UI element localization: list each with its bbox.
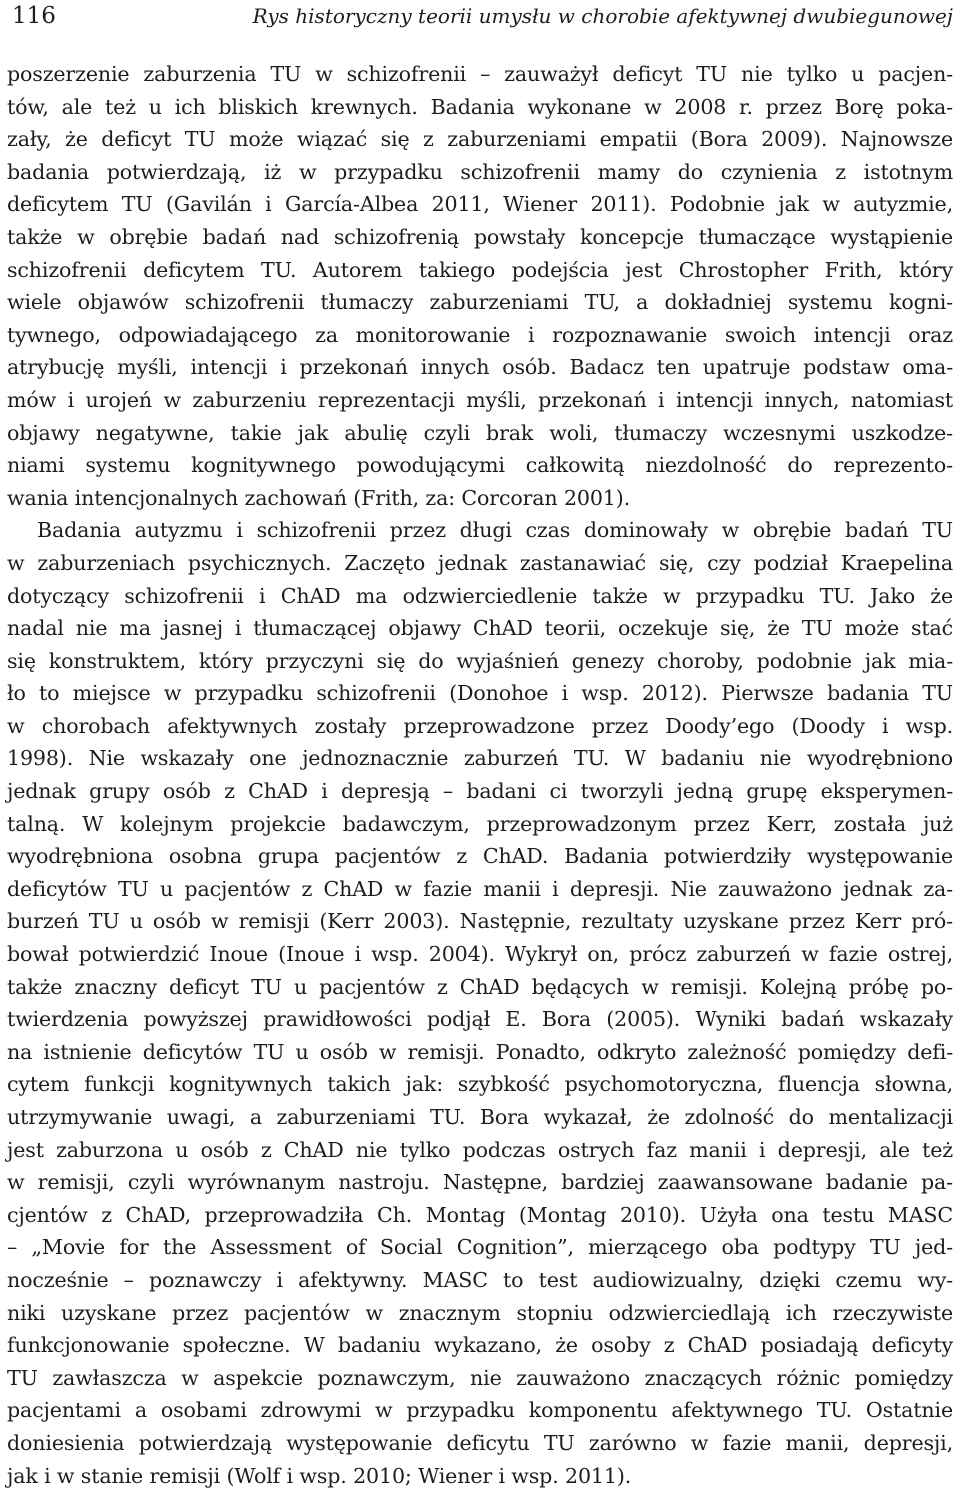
text-line: nocześnie – poznawczy i afektywny. MASC to test audiowizualny, dzięki czemu wy- — [7, 1267, 953, 1292]
text-line: objawy negatywne, takie jak abulię czyli brak woli, tłumaczy wczesnymi uszkodze- — [7, 420, 953, 445]
text-line: się konstruktem, który przyczyni się do wyjaśnień genezy choroby, podobnie jak mia- — [7, 648, 953, 673]
text-line: poszerzenie zaburzenia TU w schizofrenii – zauważył deficyt TU nie tylko u pacjen- — [7, 62, 953, 86]
text-line: jednak grupy osób z ChAD i depresją – badani ci tworzyli jedną grupę eksperymen- — [7, 779, 953, 804]
text-line: zały, że deficyt TU może wiązać się z zaburzeniami empatii (Bora 2009). Najnowsze — [7, 127, 953, 152]
paragraph-1 — [7, 58, 953, 514]
body-text — [7, 58, 953, 1492]
text-line: mów i urojeń w zaburzeniu reprezentacji myśli, przekonań i intencji innych, natomiast — [7, 387, 953, 412]
text-line: niami systemu kognitywnego powodującymi całkowitą niezdolność do reprezento- — [7, 453, 953, 478]
text-line: twierdzenia powyższej prawidłowości podjął E. Bora (2005). Wyniki badań wskazały — [7, 1007, 953, 1032]
text-line: pacjentami a osobami zdrowymi w przypadku komponentu afektywnego TU. Ostatnie — [7, 1398, 953, 1423]
paragraph-2 — [7, 514, 953, 1492]
text-line: wania intencjonalnych zachowań (Frith, za: Corcoran 2001). — [7, 485, 631, 510]
text-line: deficytem TU (Gavilán i García-Albea 2011, Wiener 2011). Podobnie jak w autyzmie, — [7, 192, 953, 217]
text-line: talną. W kolejnym projekcie badawczym, przeprowadzonym przez Kerr, została już — [7, 811, 953, 836]
text-line: jest zaburzona u osób z ChAD nie tylko podczas ostrych faz manii i depresji, ale też — [7, 1137, 953, 1162]
text-line: schizofrenii deficytem TU. Autorem takiego podejścia jest Chrostopher Frith, który — [7, 257, 953, 282]
text-line: TU zawłaszcza w aspekcie poznawczym, nie zauważono znaczących różnic pomiędzy — [7, 1365, 953, 1390]
text-line: atrybucję myśli, intencji i przekonań innych osób. Badacz ten upatruje podstaw oma- — [7, 355, 953, 380]
text-line: jak i w stanie remisji (Wolf i wsp. 2010; Wiener i wsp. 2011). — [7, 1463, 632, 1488]
text-line: w remisji, czyli wyrównanym nastroju. Następne, bardziej zaawansowane badanie pa- — [7, 1170, 953, 1195]
text-line: utrzymywanie uwagi, a zaburzeniami TU. Bora wykazał, że zdolność do mentalizacji — [7, 1105, 953, 1129]
text-line: burzeń TU u osób w remisji (Kerr 2003). Następnie, rezultaty uzyskane przez Kerr pró- — [7, 909, 953, 934]
text-line: tywnego, odpowiadającego za monitorowanie i rozpoznawanie swoich intencji oraz — [7, 322, 953, 347]
text-line: wyodrębniona osobna grupa pacjentów z ChAD. Badania potwierdziły występowanie — [7, 844, 953, 869]
text-line: także znaczny deficyt TU u pacjentów z ChAD będących w remisji. Kolejną próbę po- — [7, 974, 953, 999]
text-line: nadal nie ma jasnej i tłumaczącej objawy ChAD teorii, oczekuje się, że TU może stać — [7, 616, 953, 641]
text-line: na istnienie deficytów TU u osób w remisji. Ponadto, odkryto zależność pomiędzy defi- — [7, 1039, 953, 1064]
text-line: Badania autyzmu i schizofrenii przez długi czas dominowały w obrębie badań TU — [37, 518, 953, 543]
text-line: funkcjonowanie społeczne. W badaniu wykazano, że osoby z ChAD posiadają deficyty — [7, 1333, 953, 1358]
text-line: wiele objawów schizofrenii tłumaczy zaburzeniami TU, a dokładniej systemu kogni- — [7, 290, 953, 315]
text-line: także w obrębie badań nad schizofrenią powstały koncepcje tłumaczące wystąpienie — [7, 224, 953, 249]
text-line: deficytów TU u pacjentów z ChAD w fazie manii i depresji. Nie zauważono jednak za- — [7, 876, 953, 901]
text-line: w chorobach afektywnych zostały przeprowadzone przez Doody’ego (Doody i wsp. — [7, 713, 953, 738]
text-line: – „Movie for the Assessment of Social Cognition”, mierzącego oba podtypy TU jed- — [7, 1235, 953, 1260]
text-line: tów, ale też u ich bliskich krewnych. Badania wykonane w 2008 r. przez Borę poka- — [7, 94, 953, 119]
text-line: niki uzyskane przez pacjentów w znacznym stopniu odzwierciedlają ich rzeczywiste — [7, 1300, 953, 1325]
text-line: w zaburzeniach psychicznych. Zaczęto jednak zastanawiać się, czy podział Kraepelina — [7, 550, 953, 575]
text-line: bował potwierdzić Inoue (Inoue i wsp. 2004). Wykrył on, prócz zaburzeń w fazie ostrej, — [7, 942, 953, 967]
page-header — [7, 0, 953, 36]
text-line: cytem funkcji kognitywnych takich jak: szybkość psychomotoryczna, fluencja słowna, — [7, 1072, 953, 1097]
text-line: cjentów z ChAD, przeprowadziła Ch. Montag (Montag 2010). Użyła ona testu MASC — [7, 1202, 953, 1227]
running-title: Rys historyczny teorii umysłu w chorobie afektywnej dwubiegunowej — [252, 4, 953, 28]
page-number: 116 — [12, 3, 56, 29]
text-line: 1998). Nie wskazały one jednoznacznie zaburzeń TU. W badaniu nie wyodrębniono — [7, 746, 953, 771]
text-line: doniesienia potwierdzają występowanie deficytu TU zarówno w fazie manii, depresji, — [7, 1430, 953, 1455]
text-line: ło to miejsce w przypadku schizofrenii (Donohoe i wsp. 2012). Pierwsze badania TU — [7, 681, 953, 706]
text-line: badania potwierdzają, iż w przypadku schizofrenii mamy do czynienia z istotnym — [7, 159, 953, 184]
text-line: dotyczący schizofrenii i ChAD ma odzwierciedlenie także w przypadku TU. Jako że — [7, 583, 953, 608]
